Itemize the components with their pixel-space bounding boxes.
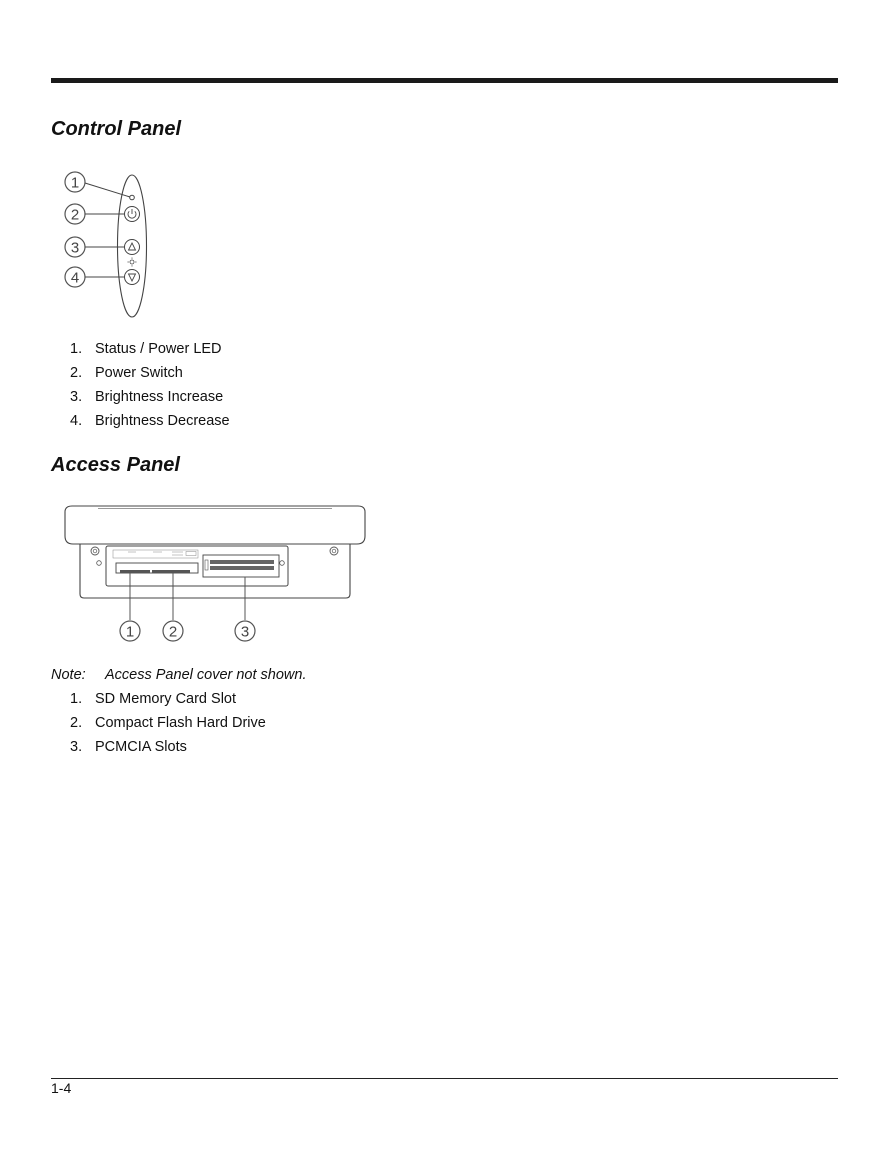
pcmcia-slot-lower <box>210 566 274 570</box>
page-number: 1-4 <box>51 1080 72 1096</box>
sd-card-slot <box>120 570 150 573</box>
list-item: 1. Status / Power LED <box>70 341 222 357</box>
pcmcia-slot-upper <box>210 560 274 564</box>
access-panel-list <box>70 687 266 759</box>
screw-hole-icon <box>91 547 99 555</box>
brightness-sun-icon <box>128 258 137 267</box>
power-button-icon <box>125 207 140 222</box>
callout-1 <box>120 621 140 641</box>
list-item: 2. Power Switch <box>70 365 183 381</box>
compact-flash-slot <box>152 570 190 573</box>
svg-text:1: 1 <box>125 623 135 641</box>
svg-text:3: 3 <box>70 239 80 257</box>
callout-3 <box>235 621 255 641</box>
note-text: Access Panel cover not shown. <box>105 667 307 683</box>
brightness-up-button-icon <box>125 240 140 255</box>
list-item: 1. SD Memory Card Slot <box>70 691 237 707</box>
brightness-down-button-icon <box>125 270 140 285</box>
status-led-icon <box>130 195 135 200</box>
control-strip-outline <box>118 175 147 317</box>
note-label: Note: <box>51 667 86 683</box>
access-panel-diagram <box>58 500 373 652</box>
svg-text:4: 4 <box>70 269 80 287</box>
list-item: 3. Brightness Increase <box>70 389 224 405</box>
svg-text:2: 2 <box>70 206 80 224</box>
footer-rule <box>51 1078 838 1079</box>
svg-text:1: 1 <box>70 174 80 192</box>
device-top-bezel <box>65 506 365 544</box>
access-panel-heading: Access Panel <box>51 454 180 476</box>
control-panel-list <box>70 337 230 433</box>
list-item: 4. Brightness Decrease <box>70 413 230 429</box>
svg-text:3: 3 <box>240 623 250 641</box>
control-panel-heading: Control Panel <box>51 118 182 140</box>
control-panel-diagram <box>58 166 158 324</box>
callout-4 <box>65 267 85 287</box>
header-rule <box>51 78 838 83</box>
access-panel-note <box>51 663 307 687</box>
callout-2 <box>163 621 183 641</box>
list-item: 3. PCMCIA Slots <box>70 739 187 755</box>
callout-3 <box>65 237 85 257</box>
list-item: 2. Compact Flash Hard Drive <box>70 715 266 731</box>
callout-1 <box>65 172 85 192</box>
screw-hole-icon <box>330 547 338 555</box>
callout-2 <box>65 204 85 224</box>
svg-text:2: 2 <box>168 623 178 641</box>
